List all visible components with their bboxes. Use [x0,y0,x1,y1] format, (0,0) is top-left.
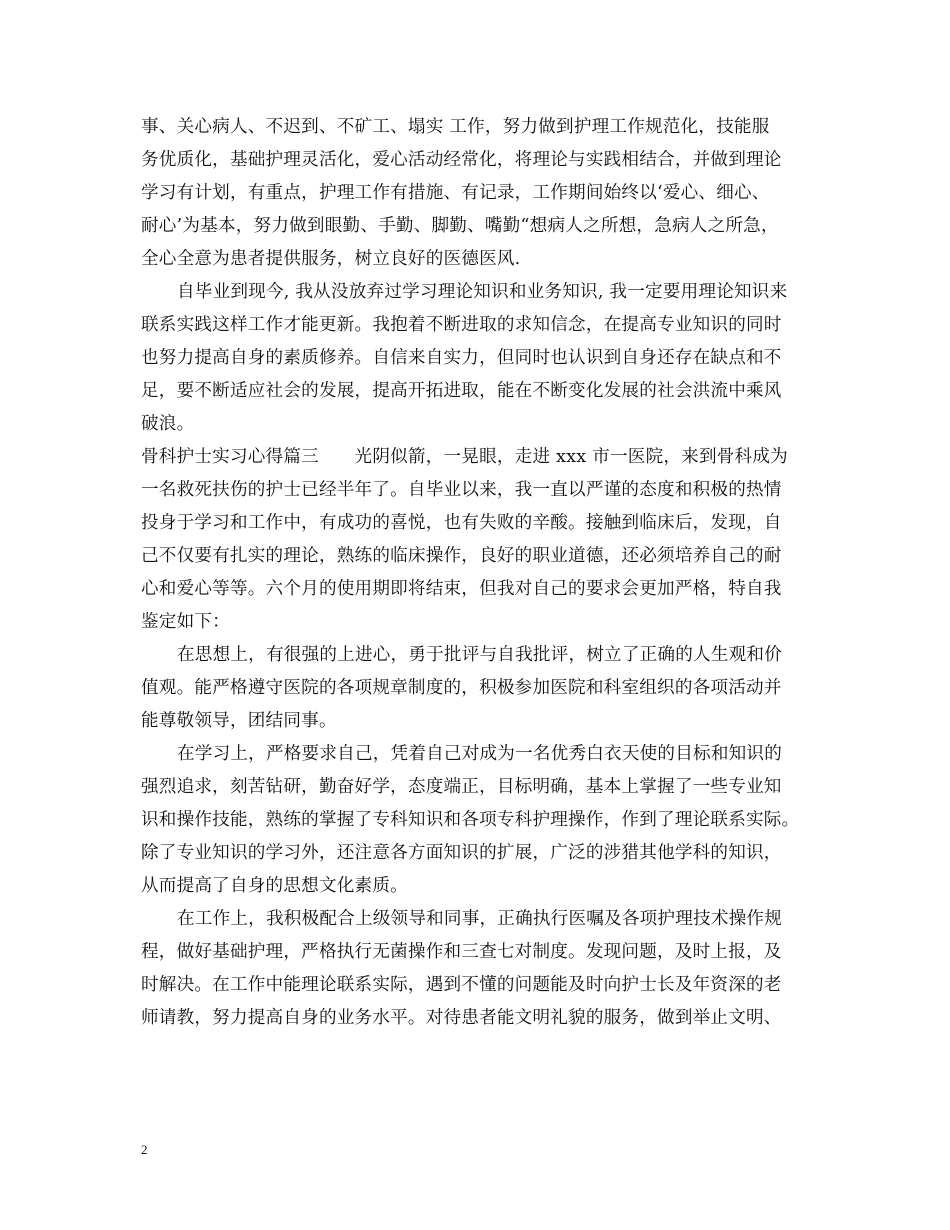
text-line: 破浪。 [141,414,195,434]
text-line: 事、关心病人、不迟到、不矿工、塌实 工作，努力做到护理工作规范化，技能服 [141,117,770,137]
section-heading-line: 骨科护士实习心得篇三 光阴似箭，一晃眼，走进 xxx 市一医院，来到骨科成为 [141,447,788,467]
text-line: 识和操作技能，熟练的掌握了专科知识和各项专科护理操作，作到了理论联系实际。 [141,810,800,830]
text-line: 时解决。在工作中能理论联系实际，遇到不懂的问题能及时向护士长及年资深的老 [141,975,782,995]
text-line: 能尊敬领导，团结同事。 [141,711,337,731]
text-line: 投身于学习和工作中，有成功的喜悦，也有失败的辛酸。接触到临床后，发现，自 [141,513,782,533]
paragraph-first-line: 自毕业到现今, 我从没放弃过学习理论知识和业务知识, 我一定要用理论知识来 [177,282,788,302]
text-line: 联系实践这样工作才能更新。我抱着不断进取的求知信念，在提高专业知识的同时 [141,315,782,335]
text-line: 心和爱心等等。六个月的使用期即将结束，但我对自己的要求会更加严格，特自我 [141,579,782,599]
text-line: 程，做好基础护理，严格执行无菌操作和三查七对制度。发现问题，及时上报，及 [141,942,782,962]
paragraph-first-line: 在思想上，有很强的上进心，勇于批评与自我批评，树立了正确的人生观和价 [177,645,782,665]
text-line: 学习有计划，有重点，护理工作有措施、有记录，工作期间始终以‘爱心、细心、 [141,183,770,203]
text-line: 己不仅要有扎实的理论，熟练的临床操作，良好的职业道德，还必须培养自己的耐 [141,546,782,566]
text-line: 值观。能严格遵守医院的各项规章制度的，积极参加医院和科室组织的各项活动并 [141,678,782,698]
text-line: 务优质化，基础护理灵活化，爱心活动经常化，将理论与实践相结合，并做到理论 [141,150,782,170]
text-line: 全心全意为患者提供服务，树立良好的医德医风. [141,249,521,269]
text-line: 强烈追求，刻苦钻研，勤奋好学，态度端正，目标明确，基本上掌握了一些专业知 [141,777,782,797]
text-line: 除了专业知识的学习外，还注意各方面知识的扩展，广泛的涉猎其他学科的知识， [141,843,782,863]
text-line: 也努力提高自身的素质修养。自信来自实力，但同时也认识到自身还存在缺点和不 [141,348,782,368]
text-line: 师请教，努力提高自身的业务水平。对待患者能文明礼貌的服务，做到举止文明、 [141,1008,782,1028]
paragraph-first-line: 在学习上，严格要求自己，凭着自己对成为一名优秀白衣天使的目标和知识的 [177,744,782,764]
text-line: 从而提高了自身的思想文化素质。 [141,876,408,896]
page-number: 2 [141,1142,148,1157]
text-line: 一名救死扶伤的护士已经半年了。自毕业以来，我一直以严谨的态度和积极的热情 [141,480,782,500]
paragraph-first-line: 在工作上，我积极配合上级领导和同事，正确执行医嘱及各项护理技术操作规 [177,909,782,929]
text-line: 足，要不断适应社会的发展，提高开拓进取，能在不断变化发展的社会洪流中乘风 [141,381,782,401]
text-line: 鉴定如下： [141,612,230,632]
text-line: 耐心’为基本，努力做到眼勤、手勤、脚勤、嘴勤“想病人之所想，急病人之所急， [141,216,779,236]
